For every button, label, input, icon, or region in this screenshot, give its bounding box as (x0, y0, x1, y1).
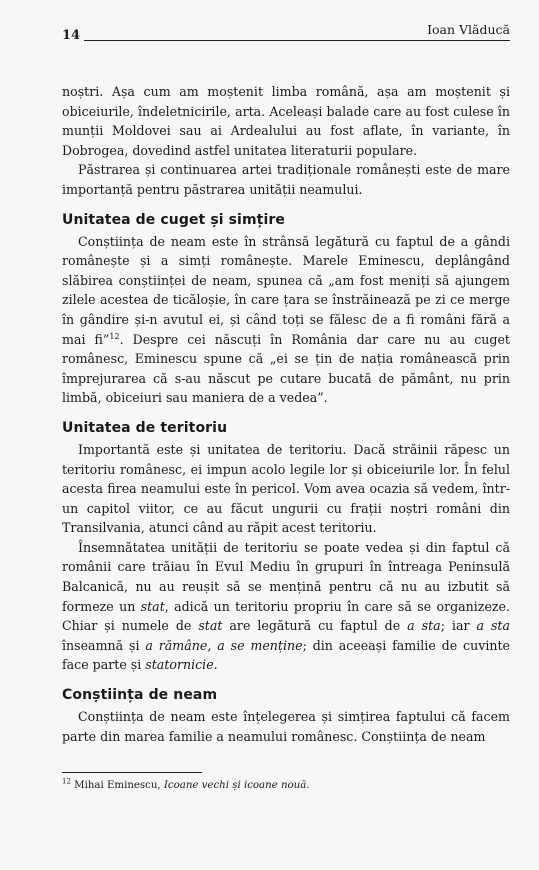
section-heading: Unitatea de teritoriu (62, 419, 228, 436)
italic-term: stat (198, 618, 223, 634)
section-heading: Unitatea de cuget și simțire (62, 211, 285, 228)
footnote (62, 779, 510, 793)
paragraph (62, 232, 510, 408)
running-author: Ioan Vlăducă (427, 22, 510, 37)
italic-term: a rămâne, a se menține (145, 637, 303, 653)
page-number: 14 (62, 28, 81, 43)
header-rule (84, 40, 510, 41)
italic-term: statornicie (145, 657, 214, 673)
italic-term: a sta (476, 618, 510, 634)
footnote-title: Icoane vechi și icoane nouă (163, 780, 307, 792)
body-text (62, 82, 510, 793)
text-run: are legătură cu faptul de (222, 618, 408, 634)
paragraph: Conștiința de neam este înțelegerea și simțirea faptului că facem parte din marea familie a neamului românesc. Conștiința de neam (62, 709, 510, 744)
paragraph: Importantă este și unitatea de teritoriu. Dacă străinii răpesc un teritoriu românesc, ei impun acolo legile lor și obiceiurile lor. În felul acesta firea neamului este în pericol. Vom avea ocazia să vedem, într-un capitol viitor, ce au făcut ungurii cu frații noștri români din Transilvania, atunci când au răpit acest teritoriu. (62, 441, 510, 536)
running-header (62, 20, 510, 48)
text-run: ; iar (440, 618, 477, 634)
italic-term: a sta (407, 618, 441, 634)
footnote-ref: 12 (109, 331, 120, 341)
text-run: Conștiința de neam este în strânsă legătură cu faptul de a gândi românește și a simți românește. Marele Eminescu, deplângând slăbirea conștiinței de neam, spunea că „am fost meniți să ajungem zilele acestea de ticăloșie, în care țara se înstrăinează pe zi ce merge în gândire și-n avutul ei, și când toți se fălesc de a fi români fără a mai fi” (62, 233, 510, 347)
italic-term: stat (140, 598, 165, 614)
paragraph: noștri. Așa cum am moștenit limba română, așa am moștenit și obiceiurile, îndeletnicirile, arta. Aceleași balade care au fost culese în munții Moldovei sau ai Ardealului au fost aflate, în variante, în Dobrogea, dovedind astfel unitatea literaturii populare. (62, 84, 510, 158)
footnote-text: . (306, 780, 310, 792)
footnote-number: 12 (62, 777, 71, 786)
footnote-rule (62, 772, 202, 773)
paragraph: Păstrarea și continuarea artei tradiționale românești este de mare importanță pentru păstrarea unității neamului. (62, 162, 510, 197)
book-page (62, 20, 510, 793)
text-run: Însemnătatea unității de teritoriu se poate vedea și din faptul că românii care trăiau în Evul Mediu în grupuri în întreaga Peninsulă Balcanică, nu au reușit să se mențină pentru că nu au izbutit să formeze un (62, 539, 510, 614)
paragraph (62, 538, 510, 675)
text-run: ; din aceeași familie de cuvinte face parte și (62, 637, 510, 673)
section-heading: Conștiința de neam (62, 687, 218, 704)
text-run: înseamnă și (62, 637, 146, 653)
text-run: . Despre cei născuți în România dar care nu au cuget românesc, Eminescu spune că „ei se țin de nația românească prin împrejurarea că s-au născut pe cutare bucată de pământ, nu prin limbă, obiceiuri sau maniera de a vedea”. (62, 331, 510, 406)
text-run: , adică un teritoriu propriu în care să se organizeze. Chiar și numele de (62, 598, 510, 634)
text-run: . (213, 657, 218, 673)
footnote-text: Mihai Eminescu, (70, 780, 164, 792)
